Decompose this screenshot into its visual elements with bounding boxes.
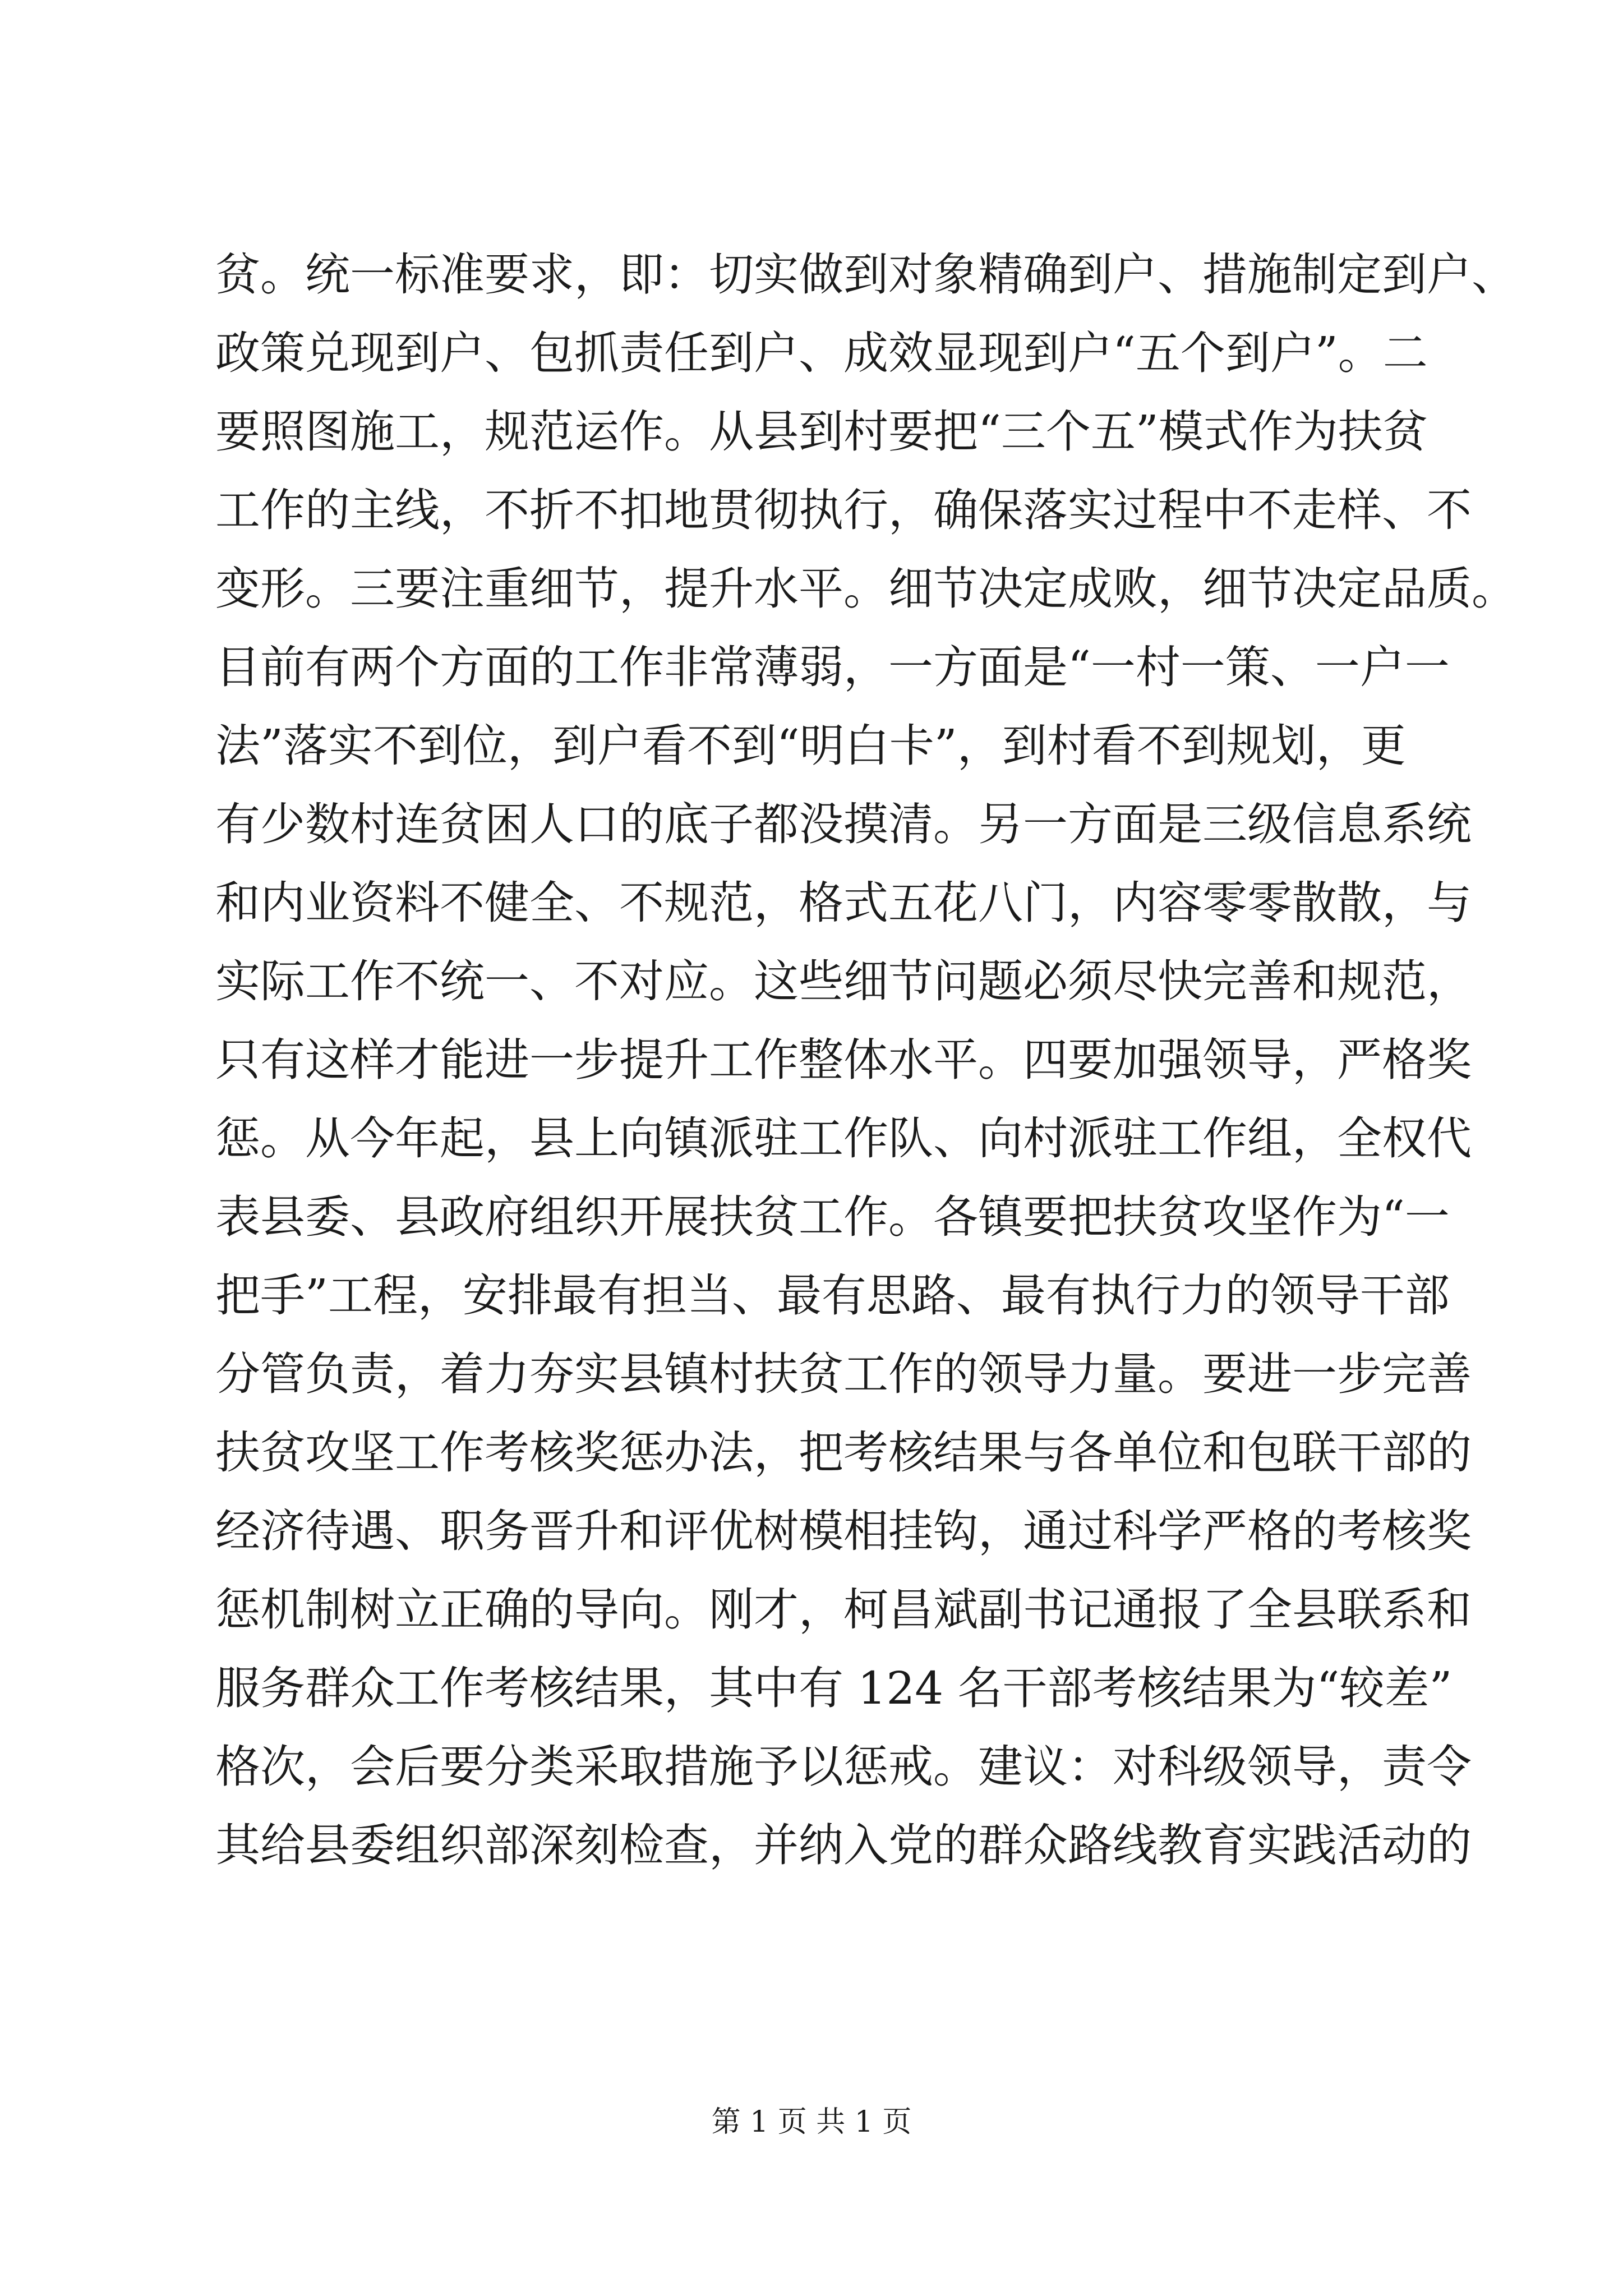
text-line: 工作的主线，不折不扣地贯彻执行，确保落实过程中不走样、不 <box>215 484 1472 536</box>
text-line: 惩机制树立正确的导向。刚才，柯昌斌副书记通报了全县联系和 <box>215 1584 1472 1636</box>
text-line: 和内业资料不健全、不规范，格式五花八门，内容零零散散，与 <box>215 877 1472 929</box>
text-line: 格次，会后要分类采取措施予以惩戒。建议：对科级领导，责令 <box>215 1741 1472 1793</box>
text-line: 把手”工程，安排最有担当、最有思路、最有执行力的领导干部 <box>215 1269 1450 1322</box>
text-line: 要照图施工，规范运作。从县到村要把“三个五”模式作为扶贫 <box>215 406 1428 458</box>
text-line: 政策兑现到户、包抓责任到户、成效显现到户“五个到户”。二 <box>215 327 1428 379</box>
text-line: 贫。统一标准要求，即：切实做到对象精确到户、措施制定到户、 <box>215 249 1516 301</box>
text-line: 经济待遇、职务晋升和评优树模相挂钩，通过科学严格的考核奖 <box>215 1505 1472 1557</box>
text-line: 表县委、县政府组织开展扶贫工作。各镇要把扶贫攻坚作为“一 <box>215 1191 1450 1243</box>
text-line: 法”落实不到位，到户看不到“明白卡”，到村看不到规划，更 <box>215 720 1406 772</box>
text-line: 惩。从今年起，县上向镇派驻工作队、向村派驻工作组，全权代 <box>215 1112 1472 1165</box>
text-line: 分管负责，着力夯实县镇村扶贫工作的领导力量。要进一步完善 <box>215 1348 1472 1400</box>
text-line: 其给县委组织部深刻检查，并纳入党的群众路线教育实践活动的 <box>215 1819 1472 1871</box>
body-text <box>215 236 1516 1885</box>
text-line: 扶贫攻坚工作考核奖惩办法，把考核结果与各单位和包联干部的 <box>215 1427 1472 1479</box>
text-line: 变形。三要注重细节，提升水平。细节决定成败，细节决定品质。 <box>215 563 1516 615</box>
text-line: 只有这样才能进一步提升工作整体水平。四要加强领导，严格奖 <box>215 1034 1472 1086</box>
text-line: 实际工作不统一、不对应。这些细节问题必须尽快完善和规范， <box>215 955 1472 1007</box>
page-number: 第 1 页 共 1 页 <box>711 2105 912 2139</box>
text-line: 有少数村连贫困人口的底子都没摸清。另一方面是三级信息系统 <box>215 798 1472 850</box>
page-footer <box>0 2098 1623 2140</box>
text-line: 服务群众工作考核结果，其中有 124 名干部考核结果为“较差” <box>215 1662 1453 1714</box>
text-line: 目前有两个方面的工作非常薄弱，一方面是“一村一策、一户一 <box>215 641 1450 693</box>
